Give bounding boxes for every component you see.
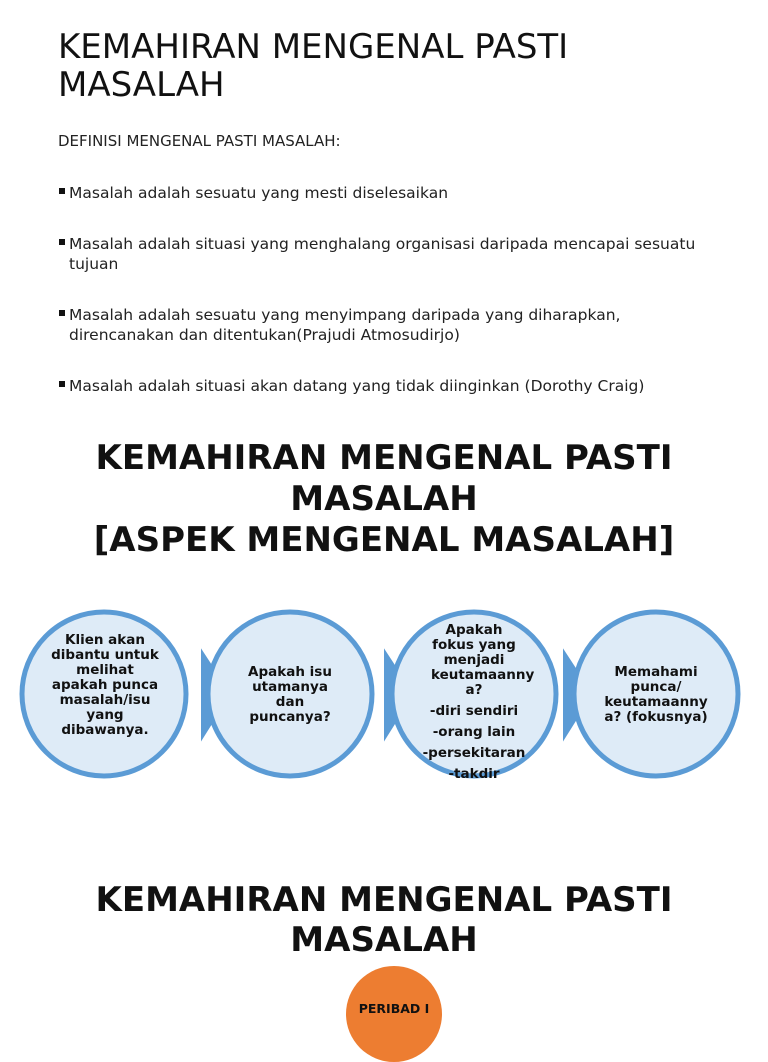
peribadi-node-label: PERIBAD I bbox=[358, 1001, 430, 1016]
definition-item bbox=[58, 376, 708, 396]
flow-step-4-text: Memahami punca/ keutamaanny a? (fokusnya) bbox=[604, 664, 708, 725]
flow-step-1-text: Klien akan dibantu untuk melihat apakah punca masalah/isu yang dibawanya. bbox=[51, 632, 159, 738]
flow-step-3-question: Apakah fokus yang menjadi keutamaanny a? bbox=[431, 622, 535, 698]
flow-step-3-text bbox=[414, 623, 534, 782]
section1-title-line2: MASALAH bbox=[58, 65, 225, 105]
flow-step-3-option: -orang lain bbox=[432, 724, 516, 740]
bullet-square-icon bbox=[59, 381, 65, 387]
flow-step-3-option: -persekitaran bbox=[422, 745, 526, 761]
definition-text: Masalah adalah situasi akan datang yang tidak diinginkan (Dorothy Craig) bbox=[69, 377, 645, 395]
definition-list bbox=[58, 183, 708, 427]
section2-title-line2: MASALAH bbox=[290, 479, 478, 519]
section2-title bbox=[0, 438, 768, 561]
section3-title-line2: MASALAH bbox=[290, 920, 478, 960]
flow-step-2-text: Apakah isu utamanya dan puncanya? bbox=[248, 664, 332, 725]
section2-title-line3: [ASPEK MENGENAL MASALAH] bbox=[93, 520, 675, 560]
definition-item bbox=[58, 305, 708, 345]
section3-title-line1: KEMAHIRAN MENGENAL PASTI bbox=[95, 880, 673, 920]
definition-text: Masalah adalah sesuatu yang mesti diselesaikan bbox=[69, 184, 449, 202]
section2-title-line1: KEMAHIRAN MENGENAL PASTI bbox=[95, 438, 673, 478]
flow-step-3-option: -takdir bbox=[448, 766, 500, 782]
section1-title bbox=[58, 28, 698, 104]
bullet-square-icon bbox=[59, 188, 65, 194]
bullet-square-icon bbox=[59, 239, 65, 245]
definition-text: Masalah adalah situasi yang menghalang organisasi daripada mencapai sesuatu tujuan bbox=[69, 235, 696, 273]
definition-text: Masalah adalah sesuatu yang menyimpang daripada yang diharapkan, direncanakan dan ditentukan(Prajudi Atmosudirjo) bbox=[69, 306, 621, 344]
section3-title bbox=[0, 880, 768, 960]
section1-title-line1: KEMAHIRAN MENGENAL PASTI bbox=[58, 27, 569, 67]
definition-subtitle: DEFINISI MENGENAL PASTI MASALAH: bbox=[58, 132, 341, 150]
definition-item bbox=[58, 183, 708, 203]
bullet-square-icon bbox=[59, 310, 65, 316]
flow-step-3-option: -diri sendiri bbox=[429, 703, 519, 719]
definition-item bbox=[58, 234, 708, 274]
